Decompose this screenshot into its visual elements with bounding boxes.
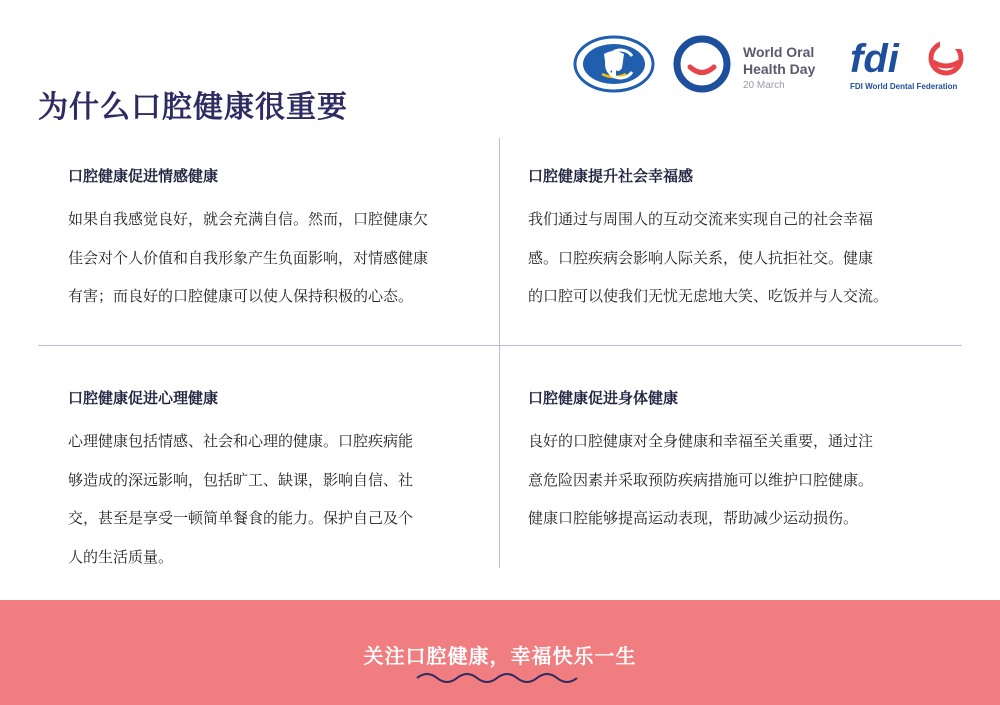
body-line: 良好的口腔健康对全身健康和幸福至关重要，通过注 xyxy=(528,432,874,450)
cma-logo-icon xyxy=(572,34,656,94)
section-heading: 口腔健康提升社会幸福感 xyxy=(528,167,694,185)
body-line: 人的生活质量。 xyxy=(68,547,174,566)
wohd-logo-icon xyxy=(672,34,732,94)
section-physical-health xyxy=(528,387,938,538)
body-line: 的口腔可以使我们无忧无虑地大笑、吃饭并与人交流。 xyxy=(528,287,889,305)
body-line: 有害；而良好的口腔健康可以使人保持积极的心态。 xyxy=(68,287,414,305)
fdi-subtitle: FDI World Dental Federation xyxy=(850,82,958,91)
section-body xyxy=(528,200,938,316)
page-title: 为什么口腔健康很重要 xyxy=(38,90,348,125)
section-body xyxy=(68,422,478,576)
section-body xyxy=(528,422,938,538)
horizontal-divider xyxy=(38,345,962,346)
section-mental-health xyxy=(68,387,478,576)
body-line: 如果自我感觉良好，就会充满自信。然而，口腔健康欠 xyxy=(68,210,429,228)
vertical-divider xyxy=(499,138,500,568)
section-social-wellbeing xyxy=(528,165,938,316)
body-line: 感。口腔疾病会影响人际关系，使人抗拒社交。健康 xyxy=(528,248,874,267)
wohd-line2: Health Day xyxy=(743,61,816,77)
body-line: 交，甚至是享受一顿简单餐食的能力。保护自己及个 xyxy=(68,509,414,527)
logo-bar xyxy=(572,34,972,98)
footer-slogan: 关注口腔健康，幸福快乐一生 xyxy=(363,644,637,668)
section-heading: 口腔健康促进情感健康 xyxy=(68,167,219,185)
section-heading: 口腔健康促进心理健康 xyxy=(68,389,219,407)
body-line: 健康口腔能够提高运动表现，帮助减少运动损伤。 xyxy=(528,509,859,527)
body-line: 够造成的深远影响，包括旷工、缺课，影响自信、社 xyxy=(68,470,414,489)
wohd-line1: World Oral xyxy=(743,44,815,60)
body-line: 意危险因素并采取预防疾病措施可以维护口腔健康。 xyxy=(528,470,874,489)
body-line: 佳会对个人价值和自我形象产生负面影响，对情感健康 xyxy=(68,248,429,267)
section-body xyxy=(68,200,478,316)
wave-underline-icon xyxy=(415,670,585,686)
body-line: 我们通过与周围人的互动交流来实现自己的社会幸福 xyxy=(528,210,874,228)
svg-text:fdi: fdi xyxy=(850,37,899,81)
wohd-date: 20 March xyxy=(743,80,785,91)
section-heading: 口腔健康促进身体健康 xyxy=(528,389,679,407)
fdi-logo-icon xyxy=(850,36,965,82)
wohd-wordmark xyxy=(743,44,815,91)
section-emotional-health xyxy=(68,165,478,316)
body-line: 心理健康包括情感、社会和心理的健康。口腔疾病能 xyxy=(68,432,414,450)
